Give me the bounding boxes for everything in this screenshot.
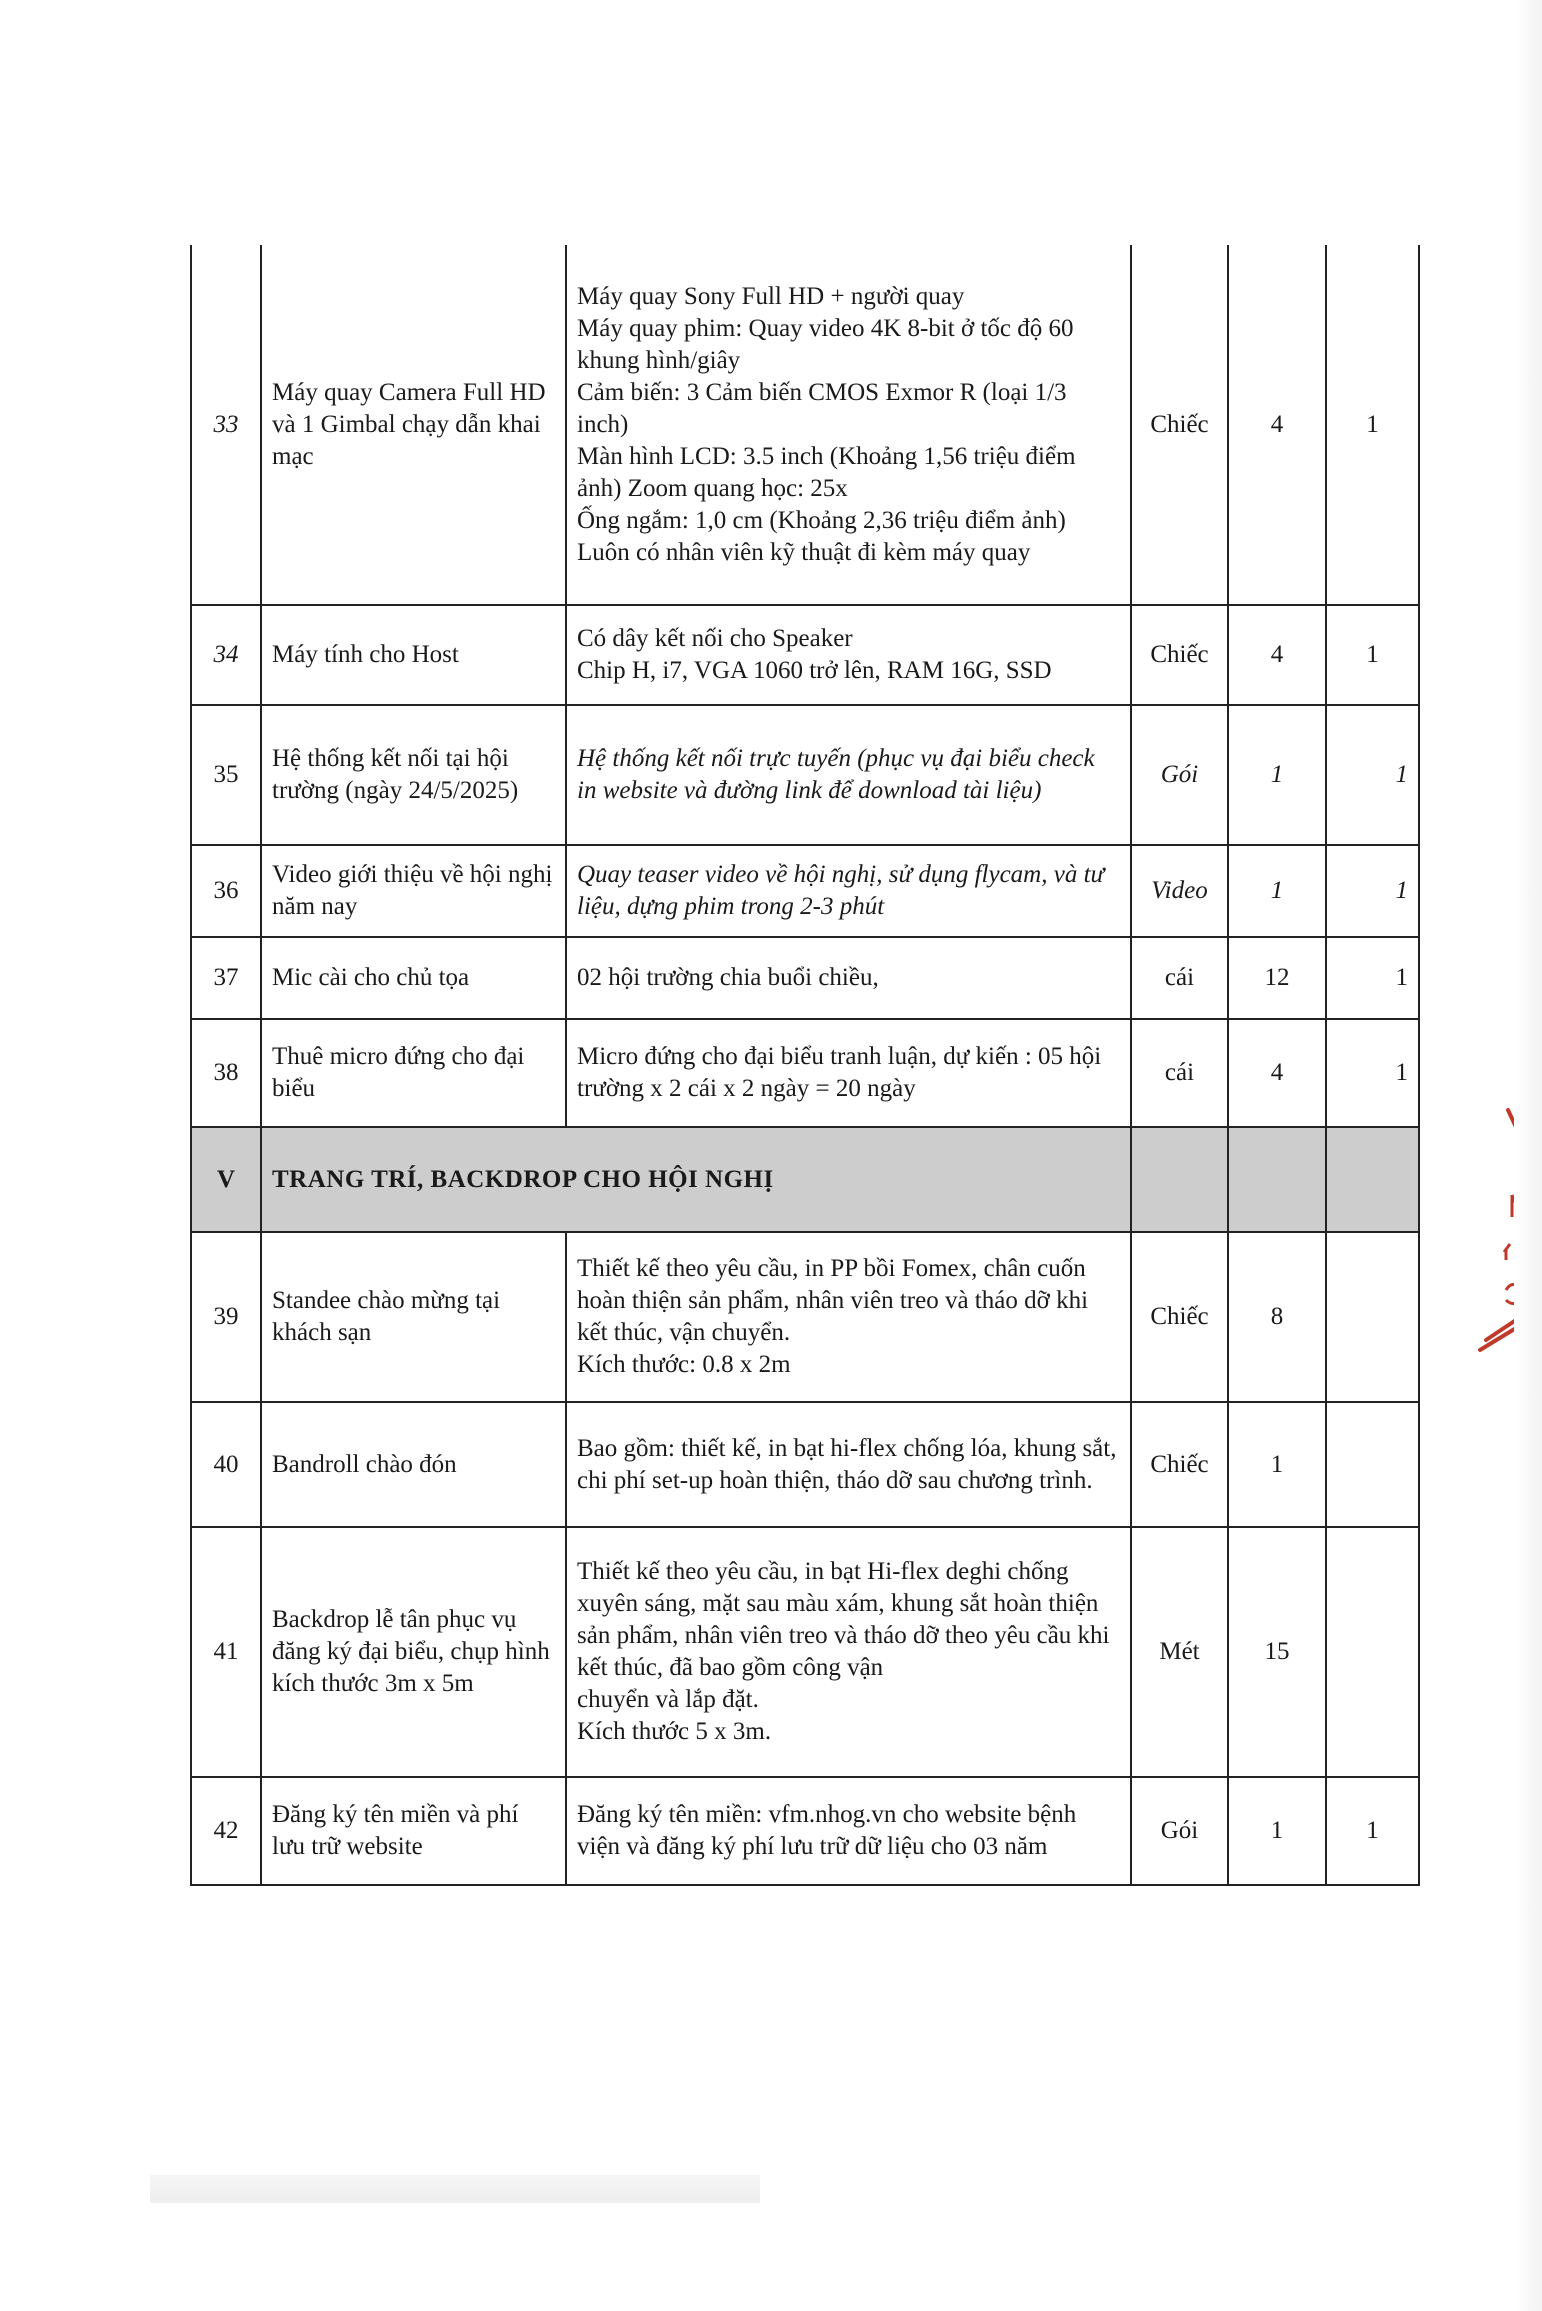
description-line: Ống ngắm: 1,0 cm (Khoảng 2,36 triệu điểm ảnh) <box>577 506 1066 534</box>
description-line: Luôn có nhân viên kỹ thuật đi kèm máy quay <box>577 538 1031 566</box>
table-row <box>191 245 1419 605</box>
item-name: Bandroll chào đón <box>261 1402 566 1527</box>
item-extra: 1 <box>1326 1777 1419 1885</box>
description-line: Màn hình LCD: 3.5 inch (Khoảng 1,56 triệu điểm ảnh) Zoom quang học: 25x <box>577 442 1076 502</box>
section-empty-cell <box>1228 1127 1326 1232</box>
item-quantity: 1 <box>1228 1777 1326 1885</box>
row-number: 37 <box>191 937 261 1019</box>
description-line: Cảm biến: 3 Cảm biến CMOS Exmor R (loại 1/3 inch) <box>577 378 1067 438</box>
item-unit: cái <box>1131 937 1228 1019</box>
table-row <box>191 1232 1419 1402</box>
item-extra: 1 <box>1326 705 1419 845</box>
row-number: 42 <box>191 1777 261 1885</box>
description-line: Máy quay Sony Full HD + người quay <box>577 282 965 310</box>
section-header-row <box>191 1127 1419 1232</box>
item-extra <box>1326 1402 1419 1527</box>
item-description <box>566 1777 1131 1885</box>
row-number: 41 <box>191 1527 261 1777</box>
item-quantity: 1 <box>1228 845 1326 937</box>
description-line: 02 hội trường chia buổi chiều, <box>577 964 879 991</box>
item-unit: Chiếc <box>1131 1402 1228 1527</box>
table-row <box>191 1777 1419 1885</box>
item-extra: 1 <box>1326 1019 1419 1127</box>
row-number: 36 <box>191 845 261 937</box>
description-line: Đăng ký tên miền: vfm.nhog.vn cho website bệnh viện và đăng ký phí lưu trữ dữ liệu cho 03 năm <box>577 1801 1077 1860</box>
item-description <box>566 605 1131 705</box>
item-extra: 1 <box>1326 605 1419 705</box>
description-line: Hệ thống kết nối trực tuyến (phục vụ đại biểu check in website và đường link để download tài liệu) <box>577 745 1095 804</box>
item-unit: Video <box>1131 845 1228 937</box>
item-quantity: 12 <box>1228 937 1326 1019</box>
description-line: chuyển và lắp đặt. <box>577 1686 759 1713</box>
item-quantity: 4 <box>1228 1019 1326 1127</box>
table-row <box>191 605 1419 705</box>
description-line: Thiết kế theo yêu cầu, in bạt Hi-flex deghi chống xuyên sáng, mặt sau màu xám, khung sắt hoàn thiện sản phẩm, nhân viên treo và tháo dỡ theo yêu cầu khi kết thúc, đã bao gồm công vận <box>577 1558 1110 1681</box>
table-row <box>191 705 1419 845</box>
item-name: Mic cài cho chủ tọa <box>261 937 566 1019</box>
cost-estimate-table <box>190 245 1420 1886</box>
table-row <box>191 1019 1419 1127</box>
row-number: 33 <box>191 245 261 605</box>
item-description <box>566 1527 1131 1777</box>
item-unit: Chiếc <box>1131 605 1228 705</box>
scan-edge-shadow <box>1514 0 1542 2311</box>
description-line: Kích thước: 0.8 x 2m <box>577 1351 791 1378</box>
item-name: Thuê micro đứng cho đại biểu <box>261 1019 566 1127</box>
item-unit: cái <box>1131 1019 1228 1127</box>
description-line: Micro đứng cho đại biểu tranh luận, dự kiến : 05 hội trường x 2 cái x 2 ngày = 20 ngày <box>577 1043 1102 1102</box>
item-unit: Chiếc <box>1131 245 1228 605</box>
description-line: Bao gồm: thiết kế, in bạt hi-flex chống lóa, khung sắt, chi phí set-up hoàn thiện, tháo dỡ sau chương trình. <box>577 1434 1117 1494</box>
item-unit: Gói <box>1131 1777 1228 1885</box>
item-extra: 1 <box>1326 245 1419 605</box>
item-description <box>566 245 1131 605</box>
table-row <box>191 1402 1419 1527</box>
item-extra: 1 <box>1326 845 1419 937</box>
item-quantity: 1 <box>1228 705 1326 845</box>
item-name: Hệ thống kết nối tại hội trường (ngày 24/5/2025) <box>261 705 566 845</box>
item-unit: Chiếc <box>1131 1232 1228 1402</box>
item-description <box>566 937 1131 1019</box>
description-line: Quay teaser video về hội nghị, sử dụng flycam, và tư liệu, dựng phim trong 2-3 phút <box>577 861 1105 920</box>
row-number: 35 <box>191 705 261 845</box>
item-description <box>566 1402 1131 1527</box>
table-row <box>191 937 1419 1019</box>
row-number: 39 <box>191 1232 261 1402</box>
description-line: Chip H, i7, VGA 1060 trở lên, RAM 16G, SSD <box>577 657 1052 684</box>
item-quantity: 8 <box>1228 1232 1326 1402</box>
item-description <box>566 1019 1131 1127</box>
section-title: TRANG TRÍ, BACKDROP CHO HỘI NGHỊ <box>261 1127 1131 1232</box>
table-row <box>191 845 1419 937</box>
item-name: Standee chào mừng tại khách sạn <box>261 1232 566 1402</box>
item-name: Video giới thiệu về hội nghị năm nay <box>261 845 566 937</box>
item-quantity: 4 <box>1228 245 1326 605</box>
item-extra <box>1326 1232 1419 1402</box>
table-row <box>191 1527 1419 1777</box>
row-number: 34 <box>191 605 261 705</box>
item-description <box>566 1232 1131 1402</box>
section-empty-cell <box>1326 1127 1419 1232</box>
item-name: Máy quay Camera Full HD và 1 Gimbal chạy dẫn khai mạc <box>261 245 566 605</box>
section-empty-cell <box>1131 1127 1228 1232</box>
item-name: Máy tính cho Host <box>261 605 566 705</box>
item-description <box>566 705 1131 845</box>
description-line: Thiết kế theo yêu cầu, in PP bồi Fomex, chân cuốn hoàn thiện sản phẩm, nhân viên treo và tháo dỡ khi kết thúc, vận chuyển. <box>577 1255 1089 1346</box>
scan-smudge <box>150 2175 760 2203</box>
section-number: V <box>191 1127 261 1232</box>
item-description <box>566 845 1131 937</box>
item-unit: Mét <box>1131 1527 1228 1777</box>
item-quantity: 1 <box>1228 1402 1326 1527</box>
item-extra: 1 <box>1326 937 1419 1019</box>
item-extra <box>1326 1527 1419 1777</box>
row-number: 38 <box>191 1019 261 1127</box>
description-line: Kích thước 5 x 3m. <box>577 1718 772 1745</box>
item-name: Đăng ký tên miền và phí lưu trữ website <box>261 1777 566 1885</box>
description-line: Máy quay phim: Quay video 4K 8-bit ở tốc độ 60 khung hình/giây <box>577 314 1074 374</box>
item-name: Backdrop lễ tân phục vụ đăng ký đại biểu, chụp hình kích thước 3m x 5m <box>261 1527 566 1777</box>
item-quantity: 4 <box>1228 605 1326 705</box>
row-number: 40 <box>191 1402 261 1527</box>
item-quantity: 15 <box>1228 1527 1326 1777</box>
item-unit: Gói <box>1131 705 1228 845</box>
description-line: Có dây kết nối cho Speaker <box>577 625 853 652</box>
